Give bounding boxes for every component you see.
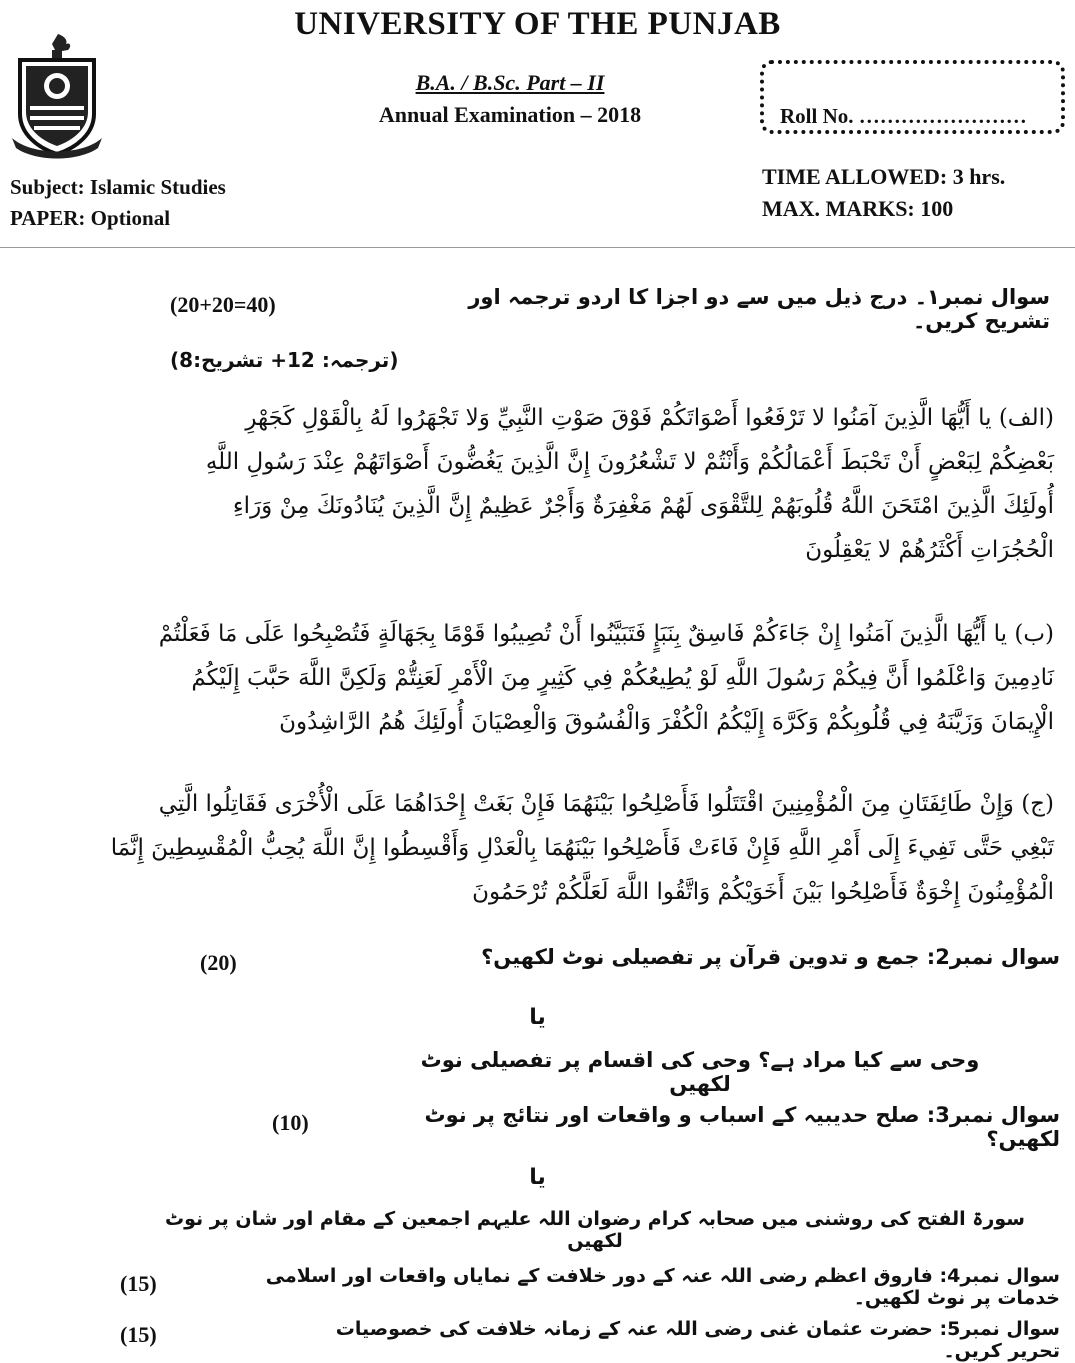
q4-title: سوال نمبر4: فاروق اعظم رضی اللہ عنہ کے دور خلافت کے نمایاں واقعات اور اسلامی خدمات پر نوٹ لکھیں۔ [265, 1265, 1060, 1309]
max-marks: MAX. MARKS: 100 [762, 196, 954, 221]
verse-line: أُولَئِكَ الَّذِينَ امْتَحَنَ اللَّهُ قُلُوبَهُمْ لِلتَّقْوَى لَهُمْ مَغْفِرَةٌ وَأَجْرٌ عَظِيمٌ إِنَّ الَّذِينَ يُنَادُونَكَ مِنْ وَرَاءِ [232, 493, 1054, 519]
q2-or: یا [529, 1005, 546, 1030]
verse-line: الْحُجُرَاتِ أَكْثَرُهُمْ لا يَعْقِلُونَ [805, 537, 1054, 563]
verse-line: الْإِيمَانَ وَزَيَّنَهُ فِي قُلُوبِكُمْ وَكَرَّهَ إِلَيْكُمُ الْكُفْرَ وَالْفُسُوقَ وَالْعِصْيَانَ أُولَئِكَ هُمُ الرَّاشِدُونَ [279, 709, 1054, 735]
q2-alternative: وحی سے کیا مراد ہے؟ وحی کی اقسام پر تفصیلی نوٹ لکھیں [420, 1048, 980, 1096]
verse-line: (الف) يا أَيُّهَا الَّذِينَ آمَنُوا لا تَرْفَعُوا أَصْوَاتَكُمْ فَوْقَ صَوْتِ النَّبِيِّ وَلا تَجْهَرُوا لَهُ بِالْقَوْلِ كَجَهْرِ [245, 405, 1054, 431]
paper-label: PAPER: Optional [10, 206, 171, 230]
q3-or: یا [529, 1165, 546, 1190]
university-title: UNIVERSITY OF THE PUNJAB [294, 6, 781, 42]
verse-line: نَادِمِينَ وَاعْلَمُوا أَنَّ فِيكُمْ رَسُولَ اللَّهِ لَوْ يُطِيعُكُمْ فِي كَثِيرٍ مِنَ الْأَمْرِ لَعَنِتُّمْ وَلَكِنَّ اللَّهَ حَبَّبَ إِلَيْكُمُ [191, 665, 1054, 691]
q1-title: سوال نمبر۱۔ درج ذیل میں سے دو اجزا کا اردو ترجمہ اور تشریح کریں۔ [468, 285, 1050, 333]
q3-alternative: سورۃ الفتح کی روشنی میں صحابہ کرام رضوان اللہ علیہم اجمعین کے مقام اور شان پر نوٹ لکھیں [165, 1208, 1025, 1252]
q4-marks: (15) [120, 1271, 157, 1296]
exam-session: Annual Examination – 2018 [378, 102, 642, 127]
verse-line: تَبْغِي حَتَّى تَفِيءَ إِلَى أَمْرِ اللَّهِ فَإِنْ فَاءَتْ فَأَصْلِحُوا بَيْنَهُمَا بِالْعَدْلِ وَأَقْسِطُوا إِنَّ اللَّهَ يُحِبُّ الْمُقْسِطِينَ إِنَّمَا [110, 835, 1054, 861]
verse-line: (ب) يا أَيُّهَا الَّذِينَ آمَنُوا إِنْ جَاءَكُمْ فَاسِقٌ بِنَبَإٍ فَتَبَيَّنُوا أَنْ تُصِيبُوا قَوْمًا بِجَهَالَةٍ فَتُصْبِحُوا عَلَى مَا فَعَلْتُمْ [158, 621, 1054, 647]
university-crest-logo [12, 30, 102, 160]
verse-line: بَعْضِكُمْ لِبَعْضٍ أَنْ تَحْبَطَ أَعْمَالُكُمْ وَأَنْتُمْ لا تَشْعُرُونَ إِنَّ الَّذِينَ يَغُضُّونَ أَصْوَاتَهُمْ عِنْدَ رَسُولِ اللَّهِ [205, 449, 1054, 475]
verse-line: (ج) وَإِنْ طَائِفَتَانِ مِنَ الْمُؤْمِنِينَ اقْتَتَلُوا فَأَصْلِحُوا بَيْنَهُمَا فَإِنْ بَغَتْ إِحْدَاهُمَا عَلَى الْأُخْرَى فَقَاتِلُوا الَّتِي [158, 791, 1054, 817]
q3-title: سوال نمبر3: صلح حدیبیہ کے اسباب و واقعات اور نتائج پر نوٹ لکھیں؟ [424, 1103, 1060, 1151]
time-allowed: TIME ALLOWED: 3 hrs. [762, 164, 1006, 189]
q1-marks-breakdown: (ترجمہ: 12+ تشریح:8) [170, 348, 399, 372]
q3-marks: (10) [272, 1110, 309, 1135]
verse-line: الْمُؤْمِنُونَ إِخْوَةٌ فَأَصْلِحُوا بَيْنَ أَخَوَيْكُمْ وَاتَّقُوا اللَّهَ لَعَلَّكُمْ تُرْحَمُونَ [472, 879, 1054, 905]
header-divider [0, 247, 1075, 248]
roll-number-field: Roll No. …………………… [780, 104, 1027, 128]
q2-marks: (20) [200, 950, 237, 975]
q1-part-jeem [24, 782, 1054, 914]
q1-part-bay [24, 612, 1054, 744]
q1-part-alif [24, 396, 1054, 572]
q1-marks: (20+20=40) [170, 292, 276, 317]
q5-marks: (15) [120, 1322, 157, 1347]
subject-label: Subject: Islamic Studies [10, 175, 226, 199]
class-part: B.A. / B.Sc. Part – II [415, 70, 605, 95]
q2-title: سوال نمبر2: جمع و تدوین قرآن پر تفصیلی نوٹ لکھیں؟ [481, 945, 1060, 969]
q5-title: سوال نمبر5: حضرت عثمان غنی رضی اللہ عنہ کے زمانہ خلافت کی خصوصیات تحریر کریں۔ [335, 1318, 1060, 1362]
